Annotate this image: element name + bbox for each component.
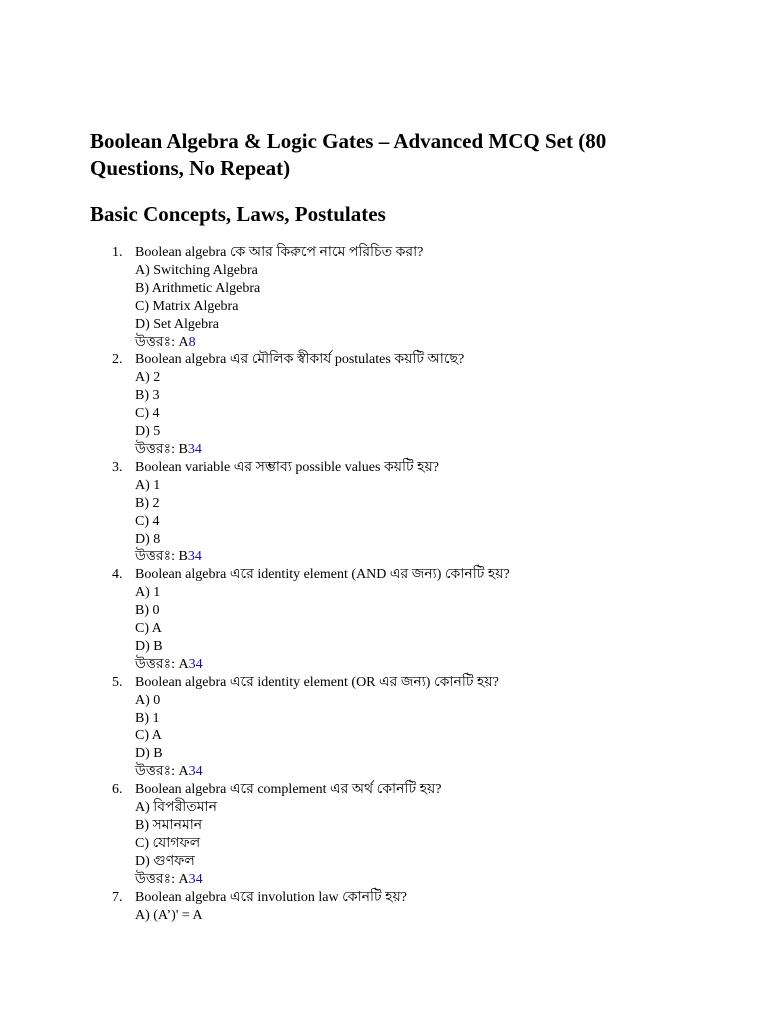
question-number: 4.	[112, 567, 123, 583]
answer-label: উত্তরঃ: A	[135, 764, 189, 780]
option-text: D) B	[135, 746, 163, 762]
question-number: 5.	[112, 674, 123, 690]
option-text: D) Set Algebra	[135, 316, 219, 332]
option-text: D) গুণফল	[135, 853, 195, 869]
answer-label: উত্তরঃ: B	[135, 549, 188, 565]
option-text: B) 2	[135, 495, 160, 511]
option-text: B) সমানমান	[135, 818, 203, 833]
option-text: B) 1	[135, 710, 160, 726]
answer-line	[135, 763, 735, 781]
option-text: C) A	[135, 728, 162, 744]
answer-label: উত্তরঃ: B	[135, 441, 188, 457]
question-item	[112, 889, 735, 925]
option-text: A) 2	[135, 370, 161, 386]
option-text: C) 4	[135, 406, 160, 422]
option-text: D) 8	[135, 531, 161, 547]
question-number: 6.	[112, 782, 123, 798]
reference-link[interactable]: 34	[188, 871, 203, 887]
option-text: A) 1	[135, 477, 161, 493]
question-item	[112, 244, 735, 351]
reference-link[interactable]: 34	[188, 656, 203, 672]
question-item	[112, 459, 735, 566]
option-text: A) বিপরীতমান	[135, 800, 217, 816]
option-list	[135, 907, 735, 925]
reference-link[interactable]: 34	[187, 549, 202, 565]
question-text: Boolean algebra এর মৌলিক স্বীকার্য postulates কয়টি আছে?	[135, 352, 465, 368]
answer-label: উত্তরঃ: A	[135, 656, 189, 672]
option-list	[135, 477, 735, 549]
question-text: Boolean algebra এরে involution law কোনটি হয়?	[135, 889, 407, 905]
option-text: D) B	[135, 638, 163, 654]
option-text: A) 0	[135, 692, 161, 708]
reference-link[interactable]: 8	[188, 334, 196, 350]
answer-line	[135, 548, 735, 566]
answer-line	[135, 656, 735, 674]
option-list	[135, 799, 735, 871]
option-text: A) 1	[135, 585, 161, 601]
question-item	[112, 674, 735, 781]
option-text: C) যোগফল	[135, 835, 201, 851]
question-text: Boolean algebra এরে identity element (OR এর জন্য) কোনটি হয়?	[135, 674, 499, 690]
question-number: 1.	[112, 245, 123, 260]
question-text: Boolean algebra এরে complement এর অর্থ কোনটি হয়?	[135, 782, 442, 798]
option-text: B) 0	[135, 603, 160, 619]
reference-link[interactable]: 34	[188, 764, 203, 780]
option-list	[135, 369, 735, 441]
question-text: Boolean algebra এরে identity element (AND এর জন্য) কোনটি হয়?	[135, 567, 510, 583]
question-number: 3.	[112, 459, 123, 475]
question-list	[112, 244, 735, 924]
reference-link[interactable]: 34	[187, 441, 202, 457]
option-text: A) (A’)' = A	[135, 907, 203, 923]
question-text: Boolean variable এর সম্ভাব্য possible values কয়টি হয়?	[135, 459, 439, 475]
answer-label: উত্তরঃ: A	[135, 334, 189, 350]
option-text: D) 5	[135, 424, 161, 440]
option-text: B) 3	[135, 388, 160, 404]
answer-line	[135, 871, 735, 889]
option-text: C) 4	[135, 513, 160, 529]
question-number: 2.	[112, 352, 123, 368]
option-list	[135, 692, 735, 764]
question-item	[112, 781, 735, 888]
answer-line	[135, 334, 735, 352]
question-item	[112, 351, 735, 458]
answer-label: উত্তরঃ: A	[135, 871, 189, 887]
section-heading: Basic Concepts, Laws, Postulates	[90, 202, 386, 226]
document-title: Boolean Algebra & Logic Gates – Advanced MCQ Set (80 Questions, No Repeat)	[90, 129, 607, 180]
option-list	[135, 584, 735, 656]
question-item	[112, 566, 735, 673]
option-text: C) A	[135, 621, 162, 637]
option-list	[135, 262, 735, 334]
answer-line	[135, 441, 735, 459]
option-text: B) Arithmetic Algebra	[135, 280, 261, 296]
option-text: C) Matrix Algebra	[135, 298, 239, 314]
question-text: Boolean algebra কে আর কিরুপে নামে পরিচিত করা?	[135, 245, 424, 260]
question-number: 7.	[112, 889, 123, 905]
option-text: A) Switching Algebra	[135, 262, 258, 278]
